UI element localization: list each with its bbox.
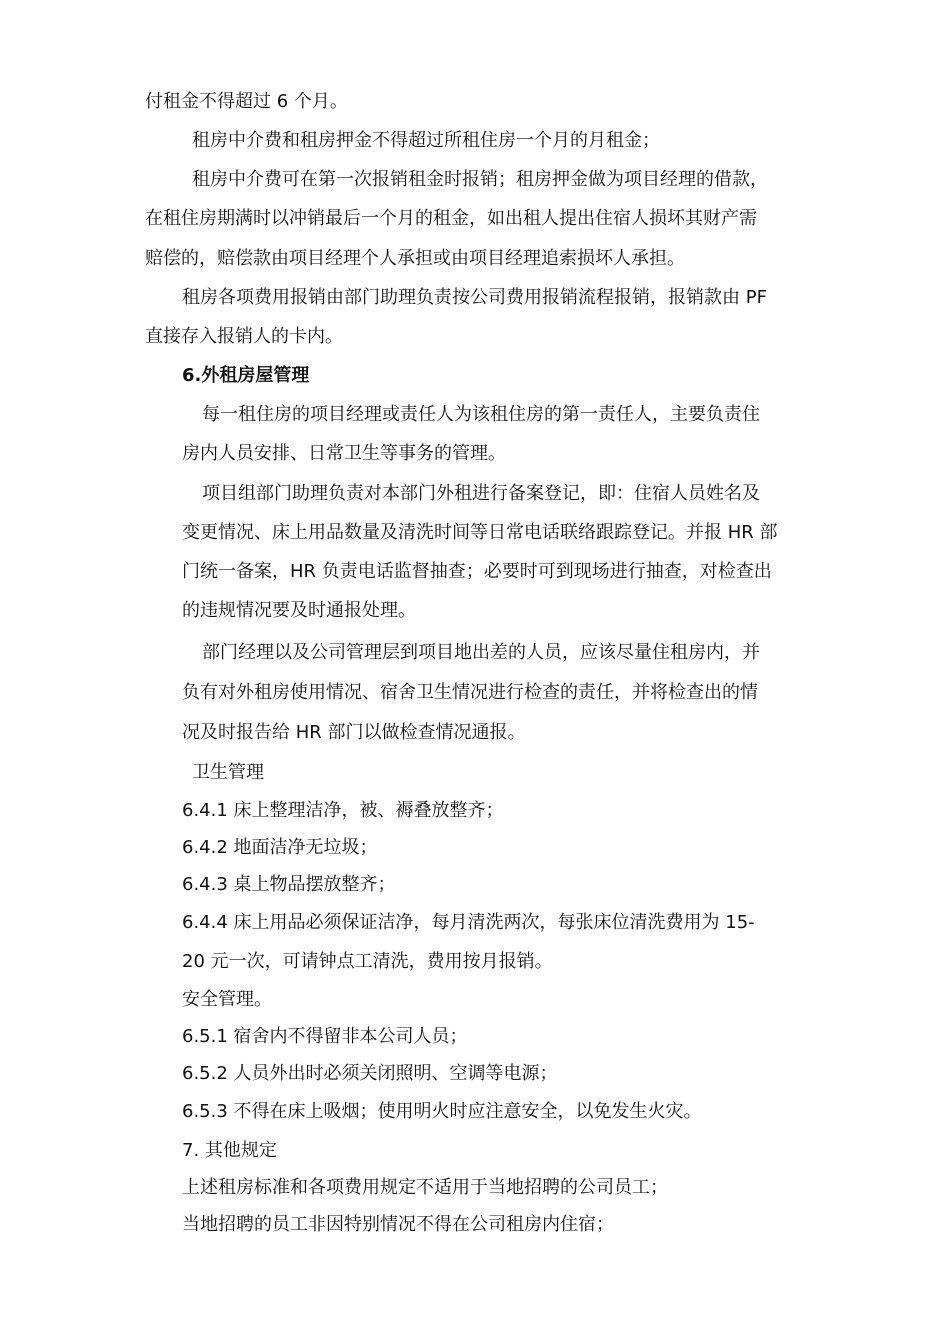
text-line: 门统一备案，HR 负责电话监督抽查；必要时可到现场进行抽查，对检查出 <box>182 561 772 582</box>
text-line: 部门经理以及公司管理层到项目地出差的人员，应该尽量住租房内，并 <box>202 642 760 663</box>
text-line: 租房中介费和租房押金不得超过所租住房一个月的月租金； <box>192 130 660 151</box>
text-line: 租房各项费用报销由部门助理负责按公司费用报销流程报销，报销款由 PF <box>182 287 767 308</box>
text-line: 的违规情况要及时通报处理。 <box>182 600 416 621</box>
list-item: 6.4.3 桌上物品摆放整齐； <box>182 874 396 895</box>
text-line: 当地招聘的员工非因特别情况不得在公司租房内住宿； <box>182 1214 614 1235</box>
subsection-heading: 卫生管理 <box>192 762 264 783</box>
text-line: 上述租房标准和各项费用规定不适用于当地招聘的公司员工； <box>182 1177 668 1198</box>
text-line: 20 元一次，可请钟点工清洗，费用按月报销。 <box>182 951 553 972</box>
list-item: 6.5.1 宿舍内不得留非本公司人员； <box>182 1026 468 1047</box>
list-item: 6.5.2 人员外出时必须关闭照明、空调等电源； <box>182 1063 558 1084</box>
text-line: 负有对外租房使用情况、宿舍卫生情况进行检查的责任，并将检查出的情 <box>182 682 758 703</box>
list-item: 6.4.4 床上用品必须保证洁净，每月清洗两次，每张床位清洗费用为 15- <box>182 912 755 933</box>
subsection-heading: 安全管理。 <box>182 989 272 1010</box>
text-line: 直接存入报销人的卡内。 <box>145 326 343 347</box>
section-heading: 6.外租房屋管理 <box>182 365 310 386</box>
text-line: 在租住房期满时以冲销最后一个月的租金，如出租人提出住宿人损坏其财产需 <box>145 208 757 229</box>
text-line: 每一租住房的项目经理或责任人为该租住房的第一责任人，主要负责住 <box>202 404 760 425</box>
section-heading: 7. 其他规定 <box>182 1140 277 1161</box>
text-line: 变更情况、床上用品数量及清洗时间等日常电话联络跟踪登记。并报 HR 部 <box>182 522 778 543</box>
text-line: 付租金不得超过 6 个月。 <box>145 91 348 112</box>
list-item: 6.4.2 地面洁净无垃圾； <box>182 837 378 858</box>
text-line: 项目组部门助理负责对本部门外租进行备案登记，即：住宿人员姓名及 <box>202 483 760 504</box>
text-line: 房内人员安排、日常卫生等事务的管理。 <box>182 443 506 464</box>
text-line: 况及时报告给 HR 部门以做检查情况通报。 <box>182 722 526 743</box>
list-item: 6.5.3 不得在床上吸烟；使用明火时应注意安全，以免发生火灾。 <box>182 1101 702 1122</box>
text-line: 赔偿的，赔偿款由项目经理个人承担或由项目经理追索损坏人承担。 <box>145 248 685 269</box>
text-line: 租房中介费可在第一次报销租金时报销；租房押金做为项目经理的借款， <box>192 169 768 190</box>
list-item: 6.4.1 床上整理洁净，被、褥叠放整齐； <box>182 800 504 821</box>
